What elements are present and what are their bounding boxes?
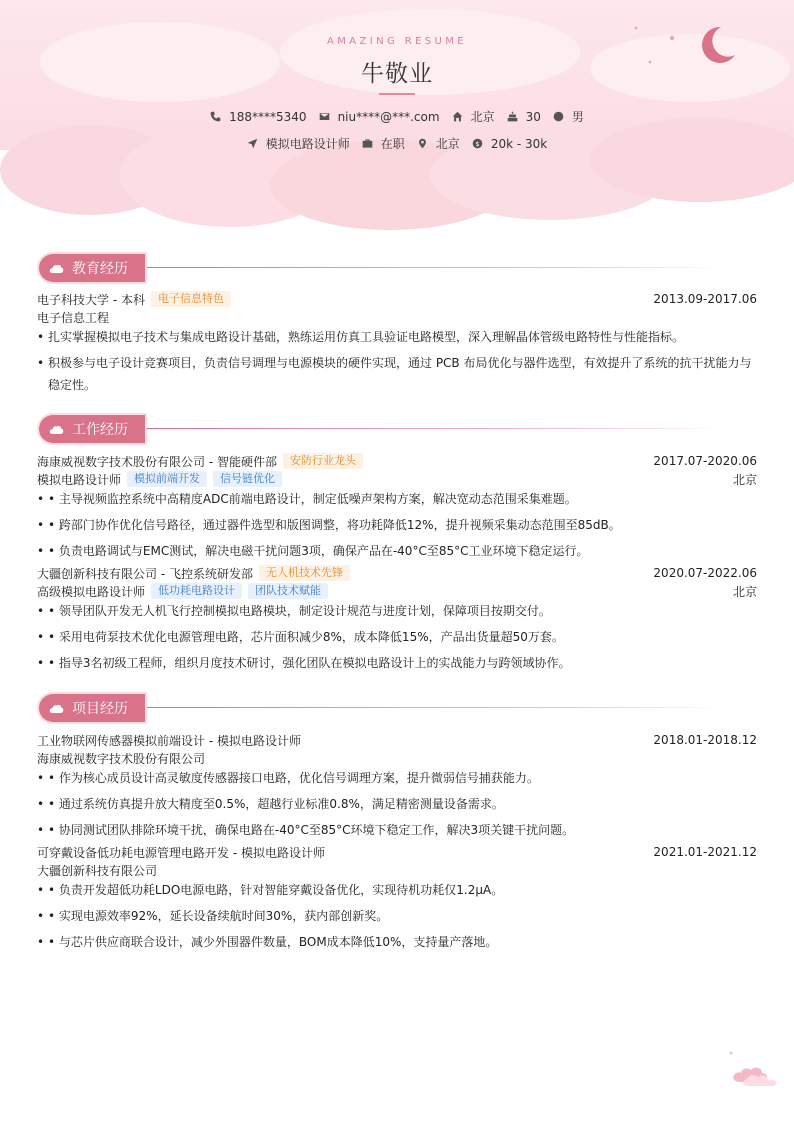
job-target-value: 模拟电路设计师 — [265, 137, 350, 151]
project-org-row — [37, 749, 757, 767]
list-item: • • 指导3名初级工程师，组织月度技术研讨，强化团队在模拟电路设计上的实战能力与跨领域协作。 — [37, 652, 757, 674]
hometown-info — [452, 108, 495, 125]
salary-value: 20k - 30k — [490, 136, 548, 151]
section-divider — [147, 428, 723, 429]
project-head-row — [37, 843, 757, 861]
hometown-value: 北京 — [470, 110, 495, 124]
phone-info — [210, 110, 306, 124]
skill-tag: 模拟前端开发 — [127, 471, 207, 487]
company-name: 大疆创新科技有限公司 - 飞控系统研发部 — [37, 566, 253, 581]
list-item: • • 通过系统仿真提升放大精度至0.5%，超越行业标准0.8%，满足精密测量设备需求。 — [37, 793, 757, 815]
project-date: 2021.01-2021.12 — [653, 845, 757, 859]
email-info — [319, 110, 440, 124]
salary-info — [472, 137, 547, 151]
city-info — [417, 135, 460, 152]
job-target-info — [247, 135, 350, 152]
phone-value: 188****5340 — [229, 109, 307, 124]
project-org-row — [37, 861, 757, 879]
gender-info — [553, 108, 584, 125]
company-tag: 安防行业龙头 — [283, 453, 363, 469]
send-icon — [247, 138, 258, 149]
gender-icon — [553, 111, 564, 122]
project-org: 大疆创新科技有限公司 — [37, 863, 158, 878]
resume-subtitle: AMAZING RESUME — [327, 36, 467, 47]
education-head-row — [37, 290, 757, 308]
skill-tag: 信号链优化 — [213, 471, 282, 487]
age-info — [507, 110, 541, 124]
cake-icon — [507, 111, 518, 122]
project-entry — [37, 843, 757, 953]
work-date: 2017.07-2020.06 — [653, 454, 757, 468]
cloud-icon — [49, 424, 64, 435]
section-pill — [37, 413, 147, 445]
skill-tag: 低功耗电路设计 — [151, 583, 242, 599]
list-item: • • 负责电路调试与EMC测试，解决电磁干扰问题3项，确保产品在-40°C至85°C工业环境下稳定运行。 — [37, 540, 757, 562]
project-org: 海康威视数字技术股份有限公司 — [37, 751, 206, 766]
cloud-icon — [49, 703, 64, 714]
education-header — [37, 252, 757, 284]
education-entry — [37, 290, 757, 396]
company-name: 海康威视数字技术股份有限公司 - 智能硬件部 — [37, 454, 277, 469]
list-item: • • 实现电源效率92%，延长设备续航时间30%，获内部创新奖。 — [37, 905, 757, 927]
age-value: 30 — [525, 109, 541, 124]
project-name: 工业物联网传感器模拟前端设计 - 模拟电路设计师 — [37, 733, 301, 748]
project-date: 2018.01-2018.12 — [653, 733, 757, 747]
briefcase-icon — [362, 138, 373, 149]
work-bullets — [37, 488, 757, 562]
home-icon — [452, 111, 463, 122]
work-header — [37, 413, 757, 445]
projects-section — [37, 692, 757, 957]
project-entry — [37, 731, 757, 841]
project-bullets — [37, 767, 757, 841]
major-row — [37, 308, 757, 326]
major-name: 电子信息工程 — [37, 310, 110, 325]
education-date: 2013.09-2017.06 — [653, 292, 757, 306]
resume-header — [0, 0, 794, 230]
work-entry — [37, 452, 757, 562]
project-head-row — [37, 731, 757, 749]
list-item: • • 采用电荷泵技术优化电源管理电路，芯片面积减少8%，成本降低15%，产品出货量超50万套。 — [37, 626, 757, 648]
status-info — [362, 135, 405, 152]
list-item: • • 作为核心成员设计高灵敏度传感器接口电路，优化信号调理方案，提升微弱信号捕获能力。 — [37, 767, 757, 789]
work-head-row — [37, 452, 757, 470]
cloud-icon — [49, 263, 64, 274]
project-bullets — [37, 879, 757, 953]
list-item: • • 主导视频监控系统中高精度ADC前端电路设计，制定低噪声架构方案，解决宽动态范围采集难题。 — [37, 488, 757, 510]
name-underline — [379, 93, 415, 95]
job-info-row — [0, 135, 794, 152]
money-icon — [472, 138, 483, 149]
section-divider — [147, 707, 723, 708]
school-name: 电子科技大学 - 本科 — [37, 292, 145, 307]
section-pill — [37, 692, 147, 724]
gender-value: 男 — [571, 110, 584, 124]
list-item: • • 协同测试团队排除环境干扰，确保电路在-40°C至85°C环境下稳定工作，解决3项关键干扰问题。 — [37, 819, 757, 841]
phone-icon — [210, 111, 221, 122]
education-section — [37, 252, 757, 400]
section-divider — [147, 267, 723, 268]
mail-icon — [319, 111, 330, 122]
work-entry — [37, 564, 757, 674]
education-title: 教育经历 — [72, 261, 128, 277]
role-name: 模拟电路设计师 — [37, 472, 122, 487]
decorative-cloud-icon — [728, 1050, 786, 1090]
role-row — [37, 582, 757, 600]
company-tag: 无人机技术先锋 — [259, 565, 350, 581]
role-row — [37, 470, 757, 488]
projects-title: 项目经历 — [72, 701, 128, 717]
skill-tag: 团队技术赋能 — [248, 583, 328, 599]
email-value: niu****@***.com — [337, 109, 440, 124]
project-name: 可穿戴设备低功耗电源管理电路开发 - 模拟电路设计师 — [37, 845, 325, 860]
work-location: 北京 — [732, 472, 757, 487]
work-title: 工作经历 — [72, 422, 128, 438]
work-bullets — [37, 600, 757, 674]
candidate-name: 牛敬业 — [361, 61, 433, 87]
svg-text:$: $ — [475, 140, 480, 148]
work-location: 北京 — [732, 584, 757, 599]
status-value: 在职 — [380, 137, 405, 151]
list-item: • • 领导团队开发无人机飞行控制模拟电路模块，制定设计规范与进度计划，保障项目按期交付。 — [37, 600, 757, 622]
school-tag: 电子信息特色 — [151, 291, 231, 307]
list-item: • 积极参与电子设计竞赛项目，负责信号调理与电源模块的硬件实现，通过 PCB 布局优化与器件选型，有效提升了系统的抗干扰能力与稳定性。 — [37, 352, 757, 396]
list-item: • • 与芯片供应商联合设计，减少外围器件数量，BOM成本降低10%，支持量产落地。 — [37, 931, 757, 953]
work-head-row — [37, 564, 757, 582]
section-pill — [37, 252, 147, 284]
work-date: 2020.07-2022.06 — [653, 566, 757, 580]
role-name: 高级模拟电路设计师 — [37, 584, 146, 599]
location-pin-icon — [417, 138, 428, 149]
contact-info-row — [0, 108, 794, 125]
list-item: • • 负责开发超低功耗LDO电源电路，针对智能穿戴设备优化，实现待机功耗仅1.2μA。 — [37, 879, 757, 901]
projects-header — [37, 692, 757, 724]
education-bullets — [37, 326, 757, 396]
city-value: 北京 — [435, 137, 460, 151]
list-item: • • 跨部门协作优化信号路径，通过器件选型和版图调整，将功耗降低12%，提升视频采集动态范围至85dB。 — [37, 514, 757, 536]
work-section — [37, 413, 757, 678]
list-item: • 扎实掌握模拟电子技术与集成电路设计基础，熟练运用仿真工具验证电路模型，深入理解晶体管级电路特性与性能指标。 — [37, 326, 757, 348]
